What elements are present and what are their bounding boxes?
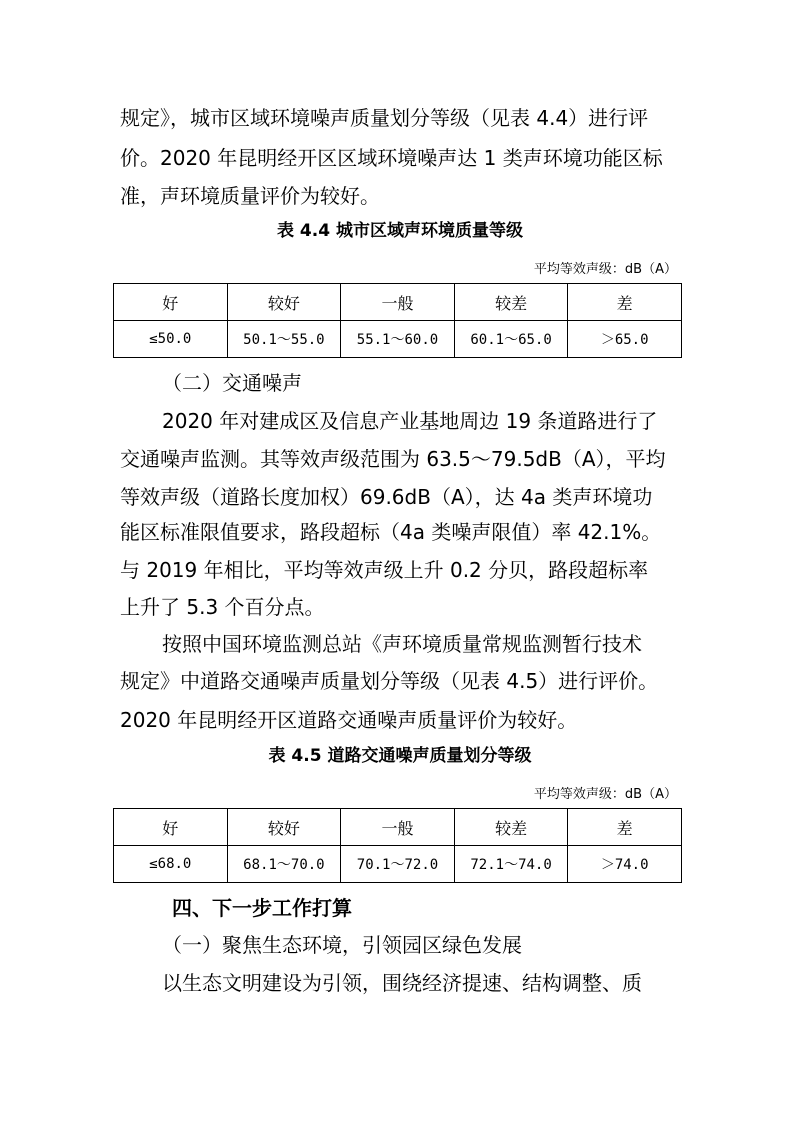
table-row (114, 809, 682, 846)
para2-line-3: 等效声级（道路长度加权）69.6dB（A），达 4a 类声环境功 (120, 485, 653, 509)
value-cell: ≤68.0 (114, 846, 228, 883)
value-cell: 70.1～72.0 (341, 846, 455, 883)
table-row (114, 284, 682, 321)
table-4-5 (113, 808, 682, 883)
table-4-5-caption: 表 4.5 道路交通噪声质量划分等级 (268, 746, 532, 766)
para1-line-2: 价。2020 年昆明经开区区域环境噪声达 1 类声环境功能区标 (120, 146, 663, 170)
header-cell-fairly-poor: 较差 (454, 809, 568, 846)
para2-line-2: 交通噪声监测。其等效声级范围为 63.5～79.5dB（A），平均 (120, 447, 666, 471)
value-cell: 60.1～65.0 (454, 321, 568, 358)
para2-line-4: 能区标准限值要求，路段超标（4a 类噪声限值）率 42.1%。 (120, 520, 662, 544)
header-cell-poor: 差 (568, 809, 682, 846)
value-cell: 50.1～55.0 (227, 321, 341, 358)
value-cell: ≤50.0 (114, 321, 228, 358)
para2-line-6: 上升了 5.3 个百分点。 (120, 595, 325, 619)
table-4-4 (113, 283, 682, 358)
header-cell-poor: 差 (568, 284, 682, 321)
table-4-4-caption: 表 4.4 城市区域声环境质量等级 (277, 221, 523, 241)
para1-line-1: 规定》，城市区域环境噪声质量划分等级（见表 4.4）进行评 (120, 106, 649, 130)
header-cell-fairly-poor: 较差 (454, 284, 568, 321)
header-cell-fairly-good: 较好 (227, 284, 341, 321)
value-cell: ＞74.0 (568, 846, 682, 883)
para1-line-3: 准，声环境质量评价为较好。 (120, 184, 380, 208)
header-cell-average: 一般 (341, 284, 455, 321)
para2-line-1: 2020 年对建成区及信息产业基地周边 19 条道路进行了 (162, 409, 658, 433)
value-cell: 55.1～60.0 (341, 321, 455, 358)
para3-line-3: 2020 年昆明经开区道路交通噪声质量评价为较好。 (120, 708, 578, 732)
section-heading-next-steps: 四、下一步工作打算 (172, 896, 352, 920)
value-cell: ＞65.0 (568, 321, 682, 358)
header-cell-good: 好 (114, 284, 228, 321)
para2-line-5: 与 2019 年相比，平均等效声级上升 0.2 分贝，路段超标率 (120, 558, 649, 582)
value-cell: 72.1～74.0 (454, 846, 568, 883)
header-cell-fairly-good: 较好 (227, 809, 341, 846)
table-4-4-unit: 平均等效声级：dB（A） (533, 262, 677, 277)
table-4-5-unit: 平均等效声级：dB（A） (533, 787, 677, 802)
table-row (114, 321, 682, 358)
para3-line-1: 按照中国环境监测总站《声环境质量常规监测暂行技术 (162, 632, 642, 656)
section-heading-traffic-noise: （二）交通噪声 (162, 371, 302, 395)
para3-line-2: 规定》中道路交通噪声质量划分等级（见表 4.5）进行评价。 (120, 669, 659, 693)
header-cell-average: 一般 (341, 809, 455, 846)
para4-line-1: 以生态文明建设为引领，围绕经济提速、结构调整、质 (162, 971, 642, 995)
subsection-heading-ecology: （一）聚焦生态环境，引领园区绿色发展 (162, 933, 522, 957)
table-row (114, 846, 682, 883)
value-cell: 68.1～70.0 (227, 846, 341, 883)
header-cell-good: 好 (114, 809, 228, 846)
